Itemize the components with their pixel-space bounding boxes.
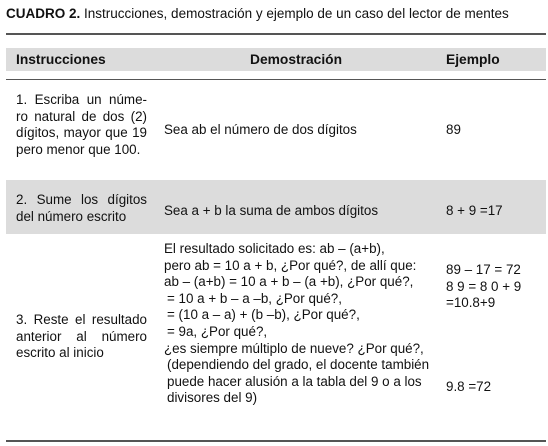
caption-label: CUADRO 2. <box>6 6 81 21</box>
row3-example-result <box>446 379 491 396</box>
row3-example-line-3: =10.8+9 <box>446 295 496 311</box>
row3-demo-line-7: ¿es siempre múltiplo de nueve? ¿Por qué?, <box>164 340 424 356</box>
row2-demonstration <box>164 203 378 220</box>
table-top-rule <box>6 33 546 35</box>
row1-demonstration <box>164 122 357 139</box>
row2-example-line-1: 8 + 9 =17 <box>446 203 503 218</box>
table-caption <box>6 6 509 21</box>
row2-instruction-line-1: 2. Sume los dígitos <box>16 192 147 207</box>
header-bottom-rule <box>6 79 546 80</box>
row1-instruction-line-4: pero menor que 100. <box>16 141 141 157</box>
row3-demo-line-4: = 10 a + b – a –b, ¿Por qué?, <box>167 290 342 306</box>
row3-demo-line-10: divisores del 9) <box>167 390 258 406</box>
row3-example-line-2: 8 9 = 8 0 + 9 <box>446 278 522 294</box>
row3-example <box>446 262 521 312</box>
caption-text: Instrucciones, demostración y ejemplo de un caso del lector de mentes <box>80 6 509 21</box>
row2-instruction-line-2: del número escrito <box>16 208 127 224</box>
header-instrucciones: Instrucciones <box>16 52 106 67</box>
row3-instruction-line-1: 3. Reste el resultado <box>16 312 147 327</box>
row1-demo-line-1: Sea ab el número de dos dígitos <box>164 122 357 137</box>
header-ejemplo: Ejemplo <box>446 52 500 67</box>
row1-instruction-line-1: 1. Escriba un núme- <box>16 92 147 107</box>
header-demostracion: Demostración <box>250 52 343 67</box>
row3-demo-line-8: (dependiendo del grado, el docente también <box>167 357 430 373</box>
row3-instruction-line-2: anterior al número <box>16 328 147 344</box>
row3-demo-line-1: El resultado solicitado es: ab – (a+b), <box>164 241 385 256</box>
row3-demo-line-5: = (10 a – a) + (b –b), ¿Por qué?, <box>167 307 360 323</box>
row3-demo-line-9: puede hacer alusión a la tabla del 9 o a los <box>167 373 422 389</box>
row3-demo-line-3: ab – (a+b) = 10 a + b – (a +b), ¿Por qué?, <box>164 274 414 290</box>
row1-instruction-line-3: dígitos, mayor que 19 <box>16 125 147 141</box>
row3-demo-line-2: pero ab = 10 a + b, ¿Por qué?, de allí que: <box>164 257 417 273</box>
table-bottom-rule <box>6 440 546 442</box>
row2-demo-line-1: Sea a + b la suma de ambos dígitos <box>164 203 379 218</box>
row3-instruction-line-3: escrito al inicio <box>16 345 104 361</box>
row2-instruction <box>16 192 147 225</box>
row3-example-line-4: 9.8 =72 <box>446 379 492 394</box>
row1-example <box>446 122 461 139</box>
row3-instruction <box>16 312 147 362</box>
row1-instruction-line-2: ro natural de dos (2) <box>16 108 147 124</box>
row3-demonstration <box>164 241 429 407</box>
row3-example-line-1: 89 – 17 = 72 <box>446 262 521 277</box>
row1-instruction <box>16 92 147 158</box>
row1-example-line-1: 89 <box>446 122 461 137</box>
row3-demo-line-6: = 9a, ¿Por qué?, <box>167 323 268 339</box>
row2-example <box>446 203 503 220</box>
